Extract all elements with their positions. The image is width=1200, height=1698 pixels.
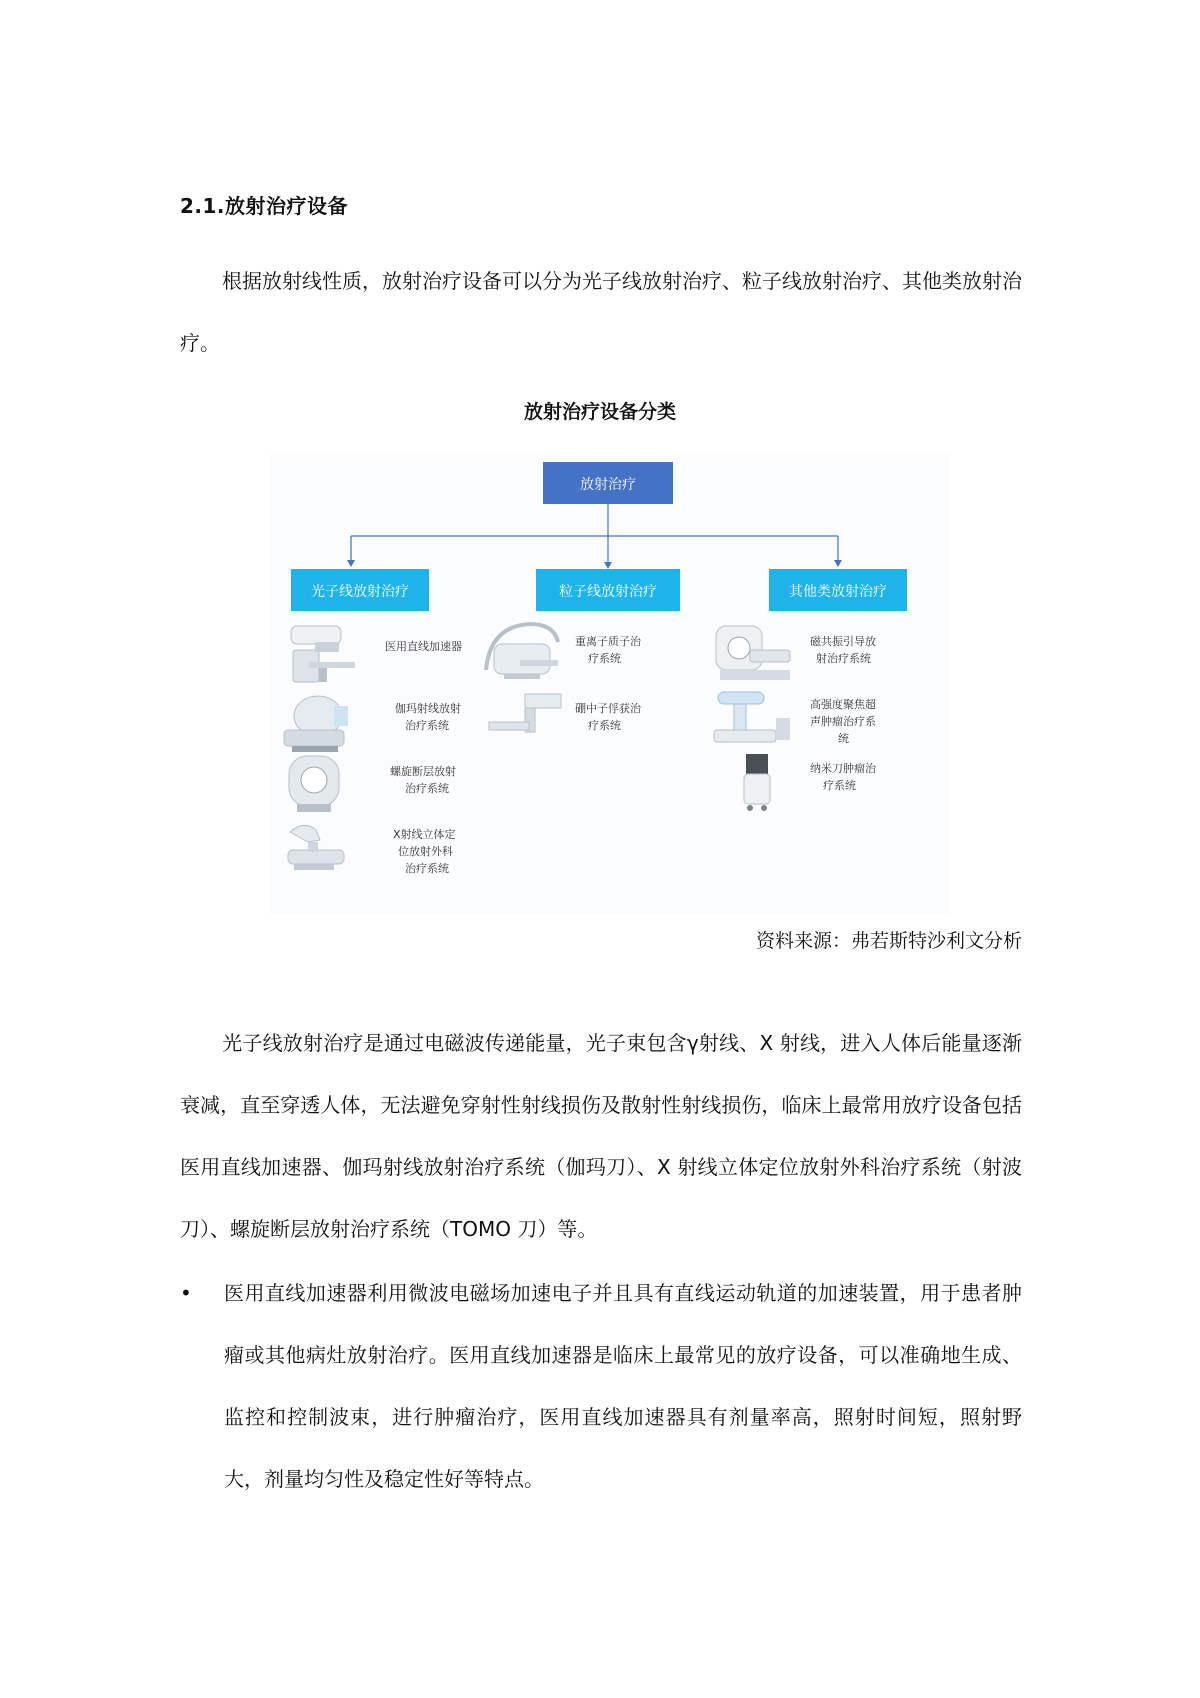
device-label-hifu-3: 统 [838, 732, 849, 745]
bullet-marker: • [180, 1281, 192, 1305]
branch-label-other: 其他类放射治疗 [789, 584, 887, 600]
root-label: 放射治疗 [580, 477, 636, 493]
diagram-background [270, 452, 950, 914]
photon-text: 光子线放射治疗是通过电磁波传递能量，光子束包含γ射线、X 射线，进入人体后能量逐渐衰减，直至穿透人体，无法避免穿射性射线损伤及散射性射线损伤，临床上最常用放疗设备包括医用直线加速器、伽玛射线放射治疗系统（伽玛刀）、X 射线立体定位放射外科治疗系统（射波刀）、螺旋断层放射治疗系统（TOMO 刀）等。 [180, 1031, 1022, 1241]
device-label-cyber-1: X射线立体定 [393, 828, 456, 841]
figure-source: 资料来源：弗若斯特沙利文分析 [755, 930, 1022, 952]
device-label-hifu-2: 声肿瘤治疗系 [810, 715, 876, 728]
intro-paragraph [180, 250, 1022, 374]
device-label-cyber-3: 治疗系统 [405, 862, 449, 875]
device-label-bnct-1: 硼中子俘获治 [575, 702, 641, 715]
branch-label-photon: 光子线放射治疗 [311, 584, 409, 600]
device-label-mri-1: 磁共振引导放 [810, 635, 876, 648]
device-label-gamma-1: 伽玛射线放射 [395, 702, 461, 715]
bullet-paragraph: 医用直线加速器利用微波电磁场加速电子并且具有直线运动轨道的加速装置，用于患者肿瘤或其他病灶放射治疗。医用直线加速器是临床上最常见的放疗设备，可以准确地生成、监控和控制波束，进行肿瘤治疗，医用直线加速器具有剂量率高，照射时间短，照射野大，剂量均匀性及稳定性好等特点。 [224, 1281, 1022, 1491]
classification-diagram [270, 452, 950, 914]
section-heading: 2.1.放射治疗设备 [180, 194, 349, 218]
branch-label-particle: 粒子线放射治疗 [559, 584, 657, 600]
photon-paragraph [180, 1012, 1022, 1260]
nanoknife-icon [744, 754, 770, 811]
device-label-proton-2: 疗系统 [588, 652, 621, 665]
device-label-gamma-2: 治疗系统 [405, 719, 449, 732]
device-label-hifu-1: 高强度聚焦超 [810, 698, 876, 711]
device-label-tomo-2: 治疗系统 [405, 782, 449, 795]
device-label-linac-1: 医用直线加速器 [385, 640, 462, 653]
device-label-tomo-1: 螺旋断层放射 [390, 765, 456, 778]
device-label-nano-1: 纳米刀肿瘤治 [810, 762, 876, 775]
figure-title: 放射治疗设备分类 [523, 401, 676, 423]
device-label-cyber-2: 位放射外科 [398, 845, 453, 858]
device-label-mri-2: 射治疗系统 [816, 652, 871, 665]
intro-text: 根据放射线性质，放射治疗设备可以分为光子线放射治疗、粒子线放射治疗、其他类放射治疗。 [180, 269, 1022, 355]
device-label-nano-2: 疗系统 [823, 779, 856, 792]
device-label-bnct-2: 疗系统 [588, 719, 621, 732]
device-label-proton-1: 重离子质子治 [575, 635, 641, 648]
